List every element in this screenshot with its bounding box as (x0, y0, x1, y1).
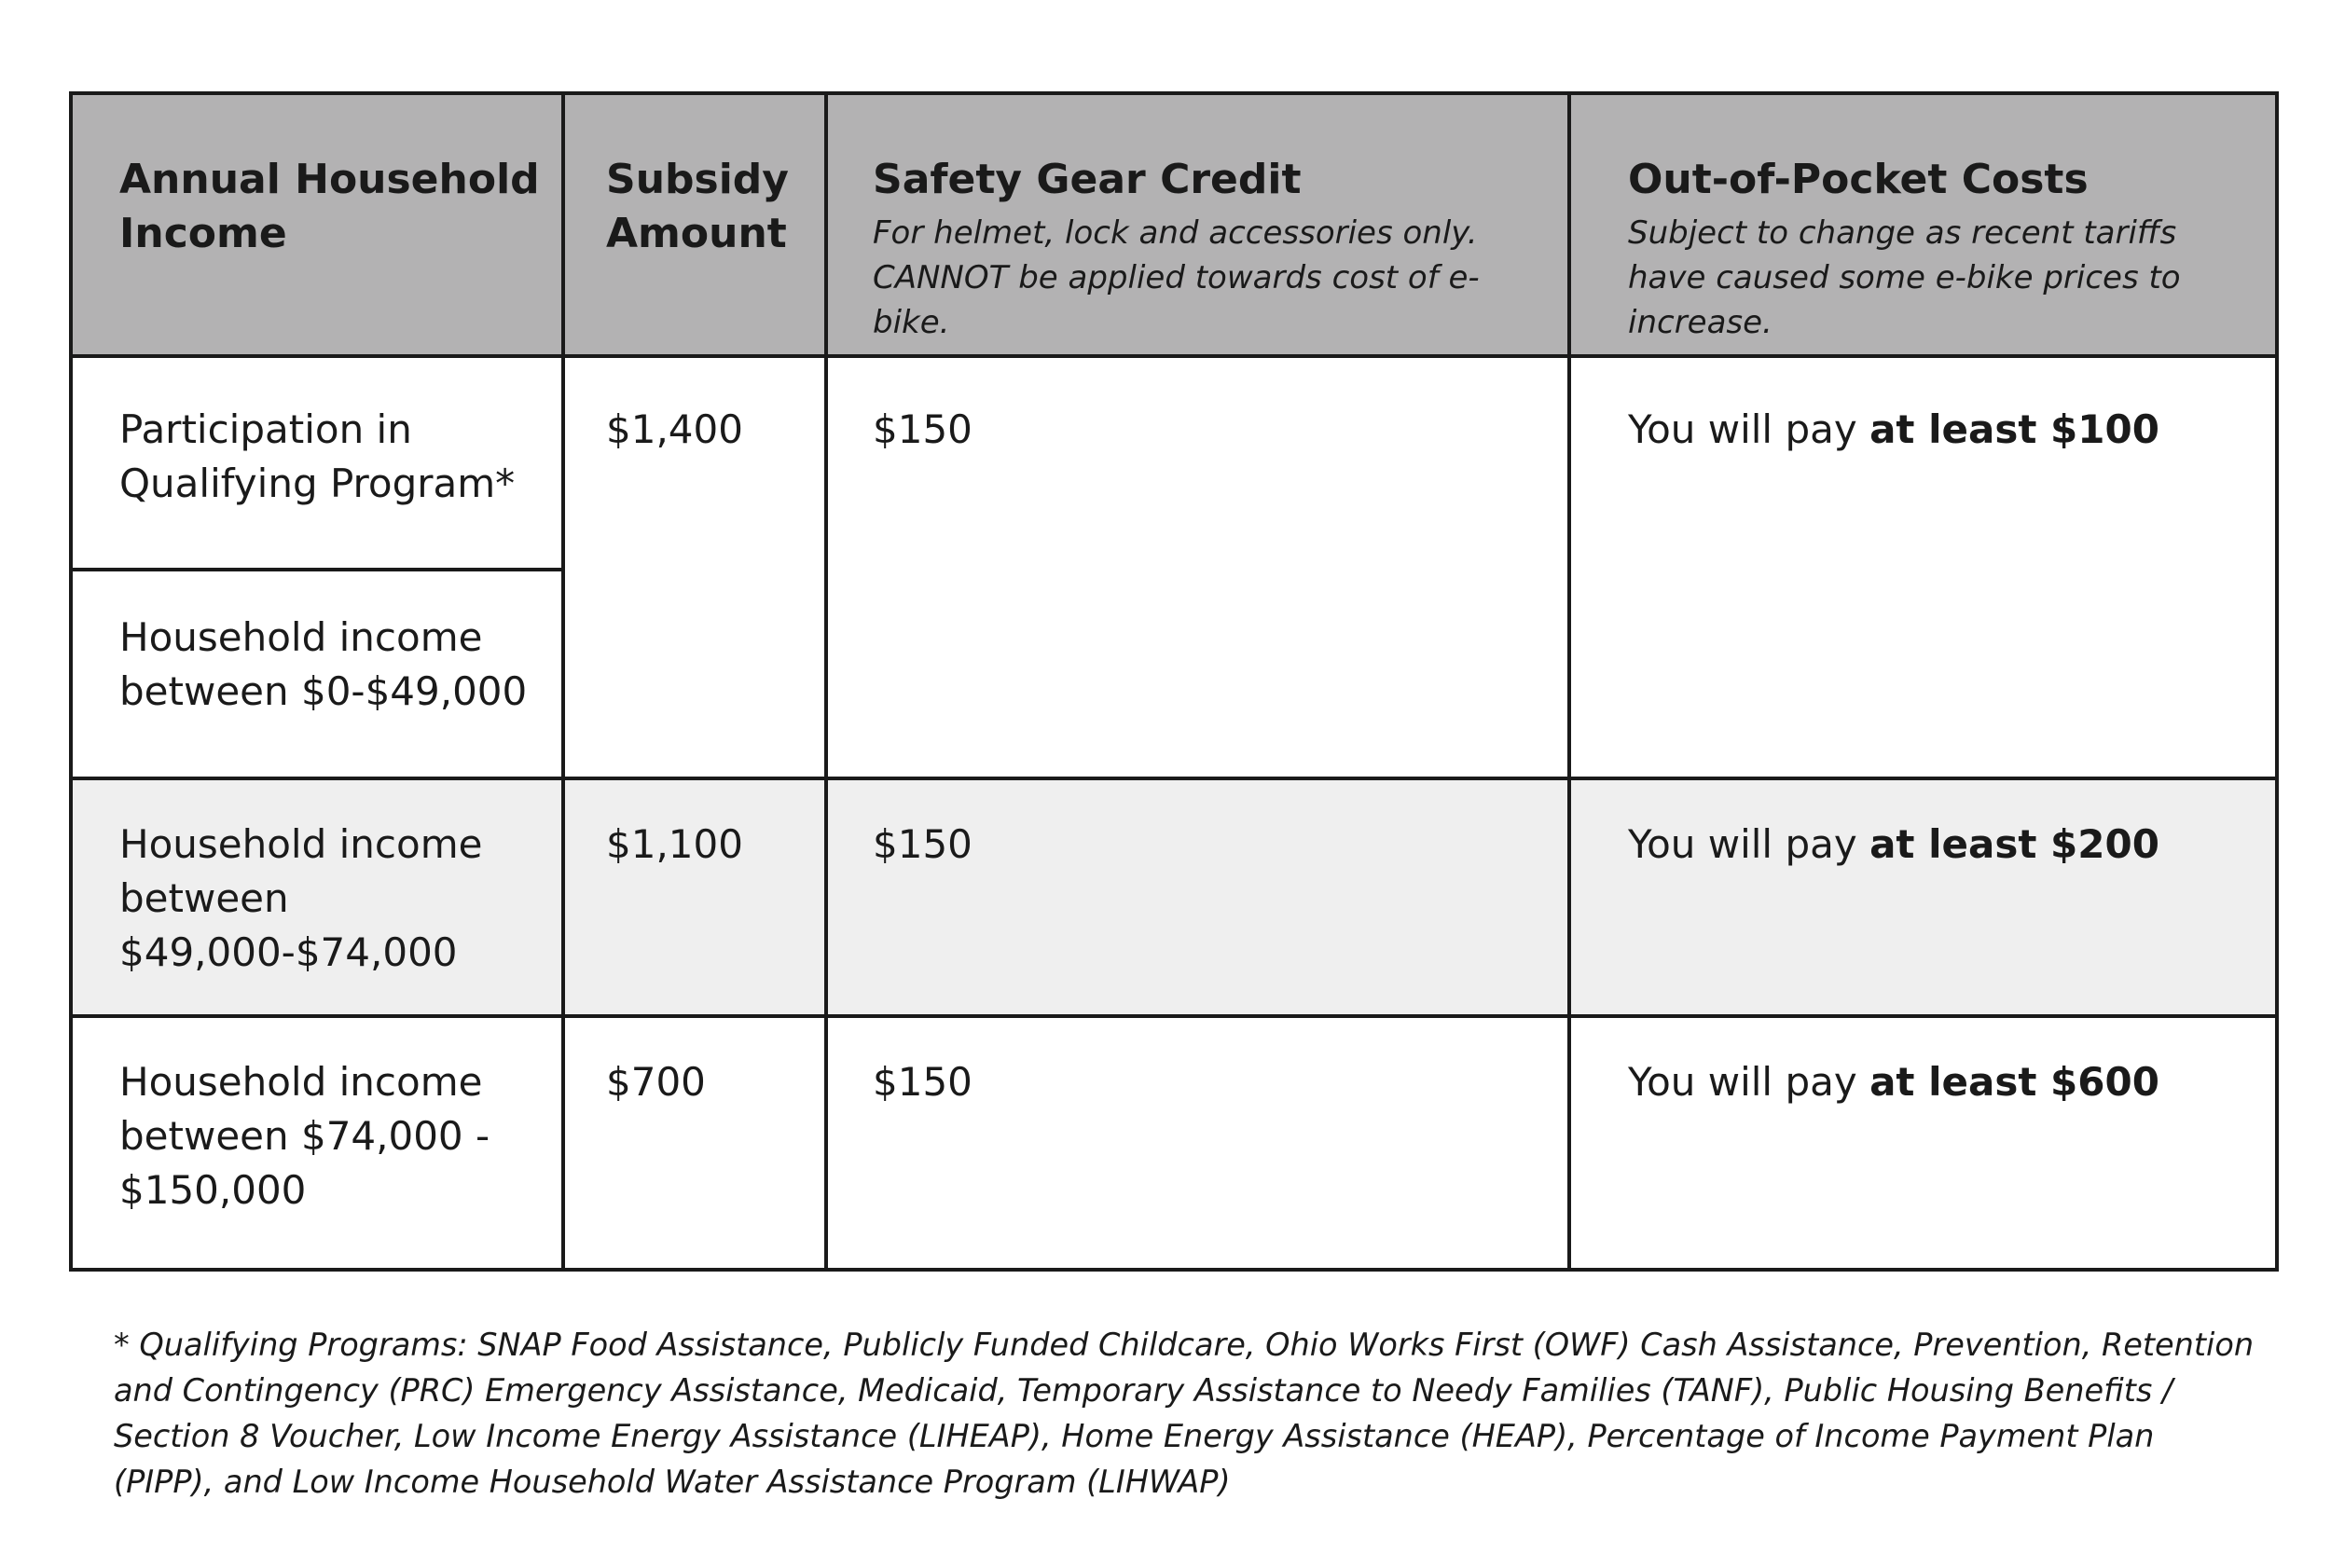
row-divider-2-3 (73, 1014, 2275, 1018)
credit-value: $150 (873, 821, 972, 867)
header-safety-gear-credit (873, 153, 1553, 345)
income-text: Household income between $74,000 - $150,000 (119, 1059, 490, 1213)
income-cell-0-49000 (119, 611, 548, 719)
header-out-of-pocket (1628, 153, 2262, 345)
cost-amount: at least $100 (1869, 406, 2159, 452)
cost-prefix: You will pay (1628, 1059, 1870, 1105)
income-cell-qualifying-program (119, 403, 548, 511)
header-annual-income (119, 153, 548, 261)
cost-amount: at least $200 (1869, 821, 2159, 867)
cost-cell (1628, 818, 2262, 872)
income-text: Household income between $0-$49,000 (119, 614, 528, 714)
subsidy-value: $1,400 (606, 406, 743, 452)
cost-prefix: You will pay (1628, 406, 1870, 452)
credit-cell (873, 1055, 1553, 1109)
credit-cell (873, 818, 1553, 872)
subsidy-cell (606, 1055, 811, 1109)
cost-amount: at least $600 (1869, 1059, 2159, 1105)
subsidy-value: $1,100 (606, 821, 743, 867)
credit-value: $150 (873, 406, 972, 452)
subsidy-cell (606, 818, 811, 872)
header-subtitle: Subject to change as recent tariffs have caused some e-bike prices to increase. (1628, 214, 2181, 341)
subsidy-cell (606, 403, 811, 457)
cost-prefix: You will pay (1628, 821, 1870, 867)
cost-text (1628, 403, 2262, 457)
income-text: Household income between $49,000-$74,000 (119, 821, 483, 975)
subsidy-table (69, 91, 2279, 1272)
credit-value: $150 (873, 1059, 972, 1105)
income-cell-49000-74000 (119, 818, 548, 980)
header-subsidy-amount (606, 153, 811, 261)
row-divider-1a-1b (73, 568, 563, 571)
qualifying-programs-footnote: * Qualifying Programs: SNAP Food Assistance, Publicly Funded Childcare, Ohio Works First (OWF) Cash Assistance, Prevention, Retention and Contingency (PRC) Emergency Assistance, Medicaid, Temporary Assistance to Needy Families (TANF), Public Housing Benefits / Section 8 Voucher, Low Income Energy Assistance (LIHEAP), Home Energy Assistance (HEAP), Percentage of Income Payment Plan (PIPP), and Low Income Household Water Assistance Program (LIHWAP) (114, 1327, 2255, 1500)
cost-text (1628, 818, 2262, 872)
column-divider-2 (824, 95, 828, 1268)
cost-text (1628, 1055, 2262, 1109)
subsidy-value: $700 (606, 1059, 706, 1105)
header-title: Out-of-Pocket Costs (1628, 156, 2089, 203)
header-title: Safety Gear Credit (873, 156, 1302, 203)
credit-cell (873, 403, 1553, 457)
header-subtitle: For helmet, lock and accessories only. CANNOT be applied towards cost of e-bike. (873, 214, 1480, 341)
income-cell-74000-150000 (119, 1055, 548, 1217)
header-title: Subsidy Amount (606, 156, 789, 257)
cost-cell (1628, 1055, 2262, 1109)
column-divider-1 (561, 95, 565, 1268)
header-title: Annual Household Income (119, 156, 540, 257)
column-divider-3 (1567, 95, 1571, 1268)
cost-cell (1628, 403, 2262, 457)
income-text: Participation in Qualifying Program* (119, 406, 516, 506)
row-divider-1-2 (73, 777, 2275, 780)
